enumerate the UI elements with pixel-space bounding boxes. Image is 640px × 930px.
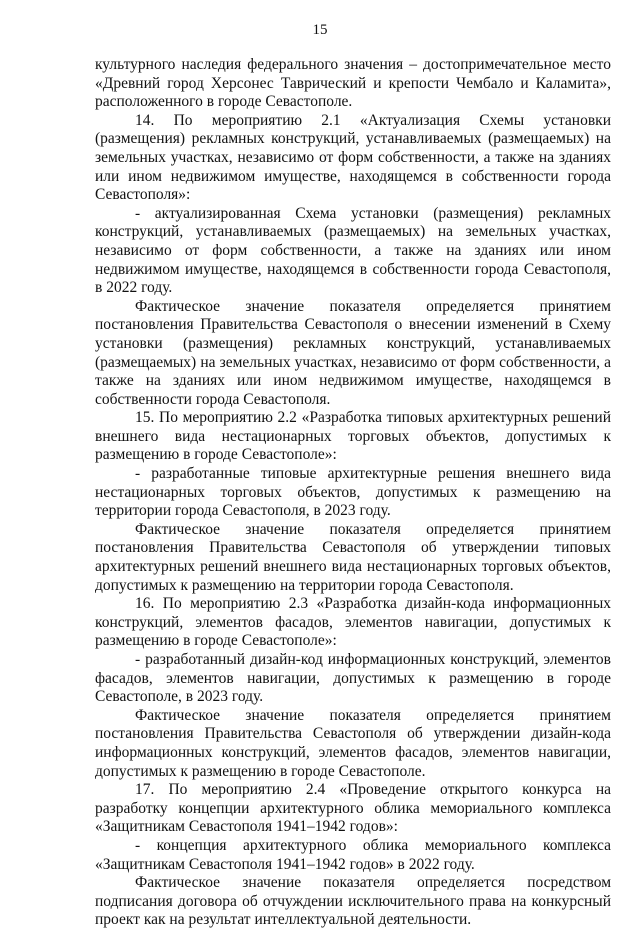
paragraph-item-14-indicator: Фактическое значение показателя определяется принятием постановления Правительства Севастополя о внесении изменений в Схему установки (размещения) рекламных конструкций, устанавливаемых (размещаемых) на земельных участках, независимо от форм собственности, а также на зданиях или ином недвижимом имуществе, находящемся в собственности города Севастополя.	[95, 297, 611, 408]
paragraph-item-15-indicator: Фактическое значение показателя определяется принятием постановления Правительства Севастополя об утверждении типовых архитектурных решений внешнего вида нестационарных торговых объектов, допустимых к размещению на территории города Севастополя.	[95, 520, 611, 594]
paragraph-item-17: 17. По мероприятию 2.4 «Проведение открытого конкурса на разработку концепции архитектурного облика мемориального комплекса «Защитникам Севастополя 1941–1942 годов»:	[95, 781, 611, 836]
page-number: 15	[312, 22, 328, 38]
paragraph-item-14-result: - актуализированная Схема установки (размещения) рекламных конструкций, устанавливаемых (размещаемых) на земельных участках, независимо от форм собственности, а также на зданиях или ином недвижимом имуществе, находящемся в собственности города Севастополя, в 2022 году.	[95, 204, 611, 297]
paragraph-heritage-site: культурного наследия федерального значения – достопримечательное место «Древний город Херсонес Таврический и крепости Чембало и Каламита», расположенного в городе Севастополе.	[95, 56, 611, 111]
paragraph-item-17-indicator: Фактическое значение показателя определяется посредством подписания договора об отчуждении исключительного права на конкурсный проект как на результат интеллектуальной деятельности.	[95, 874, 611, 929]
paragraph-item-15: 15. По мероприятию 2.2 «Разработка типовых архитектурных решений внешнего вида нестационарных торговых объектов, допустимых к размещению в городе Севастополе»:	[95, 409, 611, 464]
paragraph-item-16: 16. По мероприятию 2.3 «Разработка дизайн-кода информационных конструкций, элементов фасадов, элементов навигации, допустимых к размещению в городе Севастополе»:	[95, 595, 611, 650]
document-body	[95, 56, 611, 930]
paragraph-item-15-result: - разработанные типовые архитектурные решения внешнего вида нестационарных торговых объектов, допустимых к размещению на территории города Севастополя, в 2023 году.	[95, 465, 611, 520]
paragraph-item-14: 14. По мероприятию 2.1 «Актуализация Схемы установки (размещения) рекламных конструкций, устанавливаемых (размещаемых) на земельных участках, независимо от форм собственности, а также на зданиях или ином недвижимом имуществе, находящемся в собственности города Севастополя»:	[95, 111, 611, 204]
paragraph-item-16-result: - разработанный дизайн-код информационных конструкций, элементов фасадов, элементов навигации, допустимых к размещению в городе Севастополе, в 2023 году.	[95, 651, 611, 706]
paragraph-item-17-result: - концепция архитектурного облика мемориального комплекса «Защитникам Севастополя 1941–1942 годов» в 2022 году.	[95, 836, 611, 873]
paragraph-item-16-indicator: Фактическое значение показателя определяется принятием постановления Правительства Севастополя об утверждении дизайн-кода информационных конструкций, элементов фасадов, элементов навигации, допустимых к размещению в городе Севастополе.	[95, 706, 611, 780]
